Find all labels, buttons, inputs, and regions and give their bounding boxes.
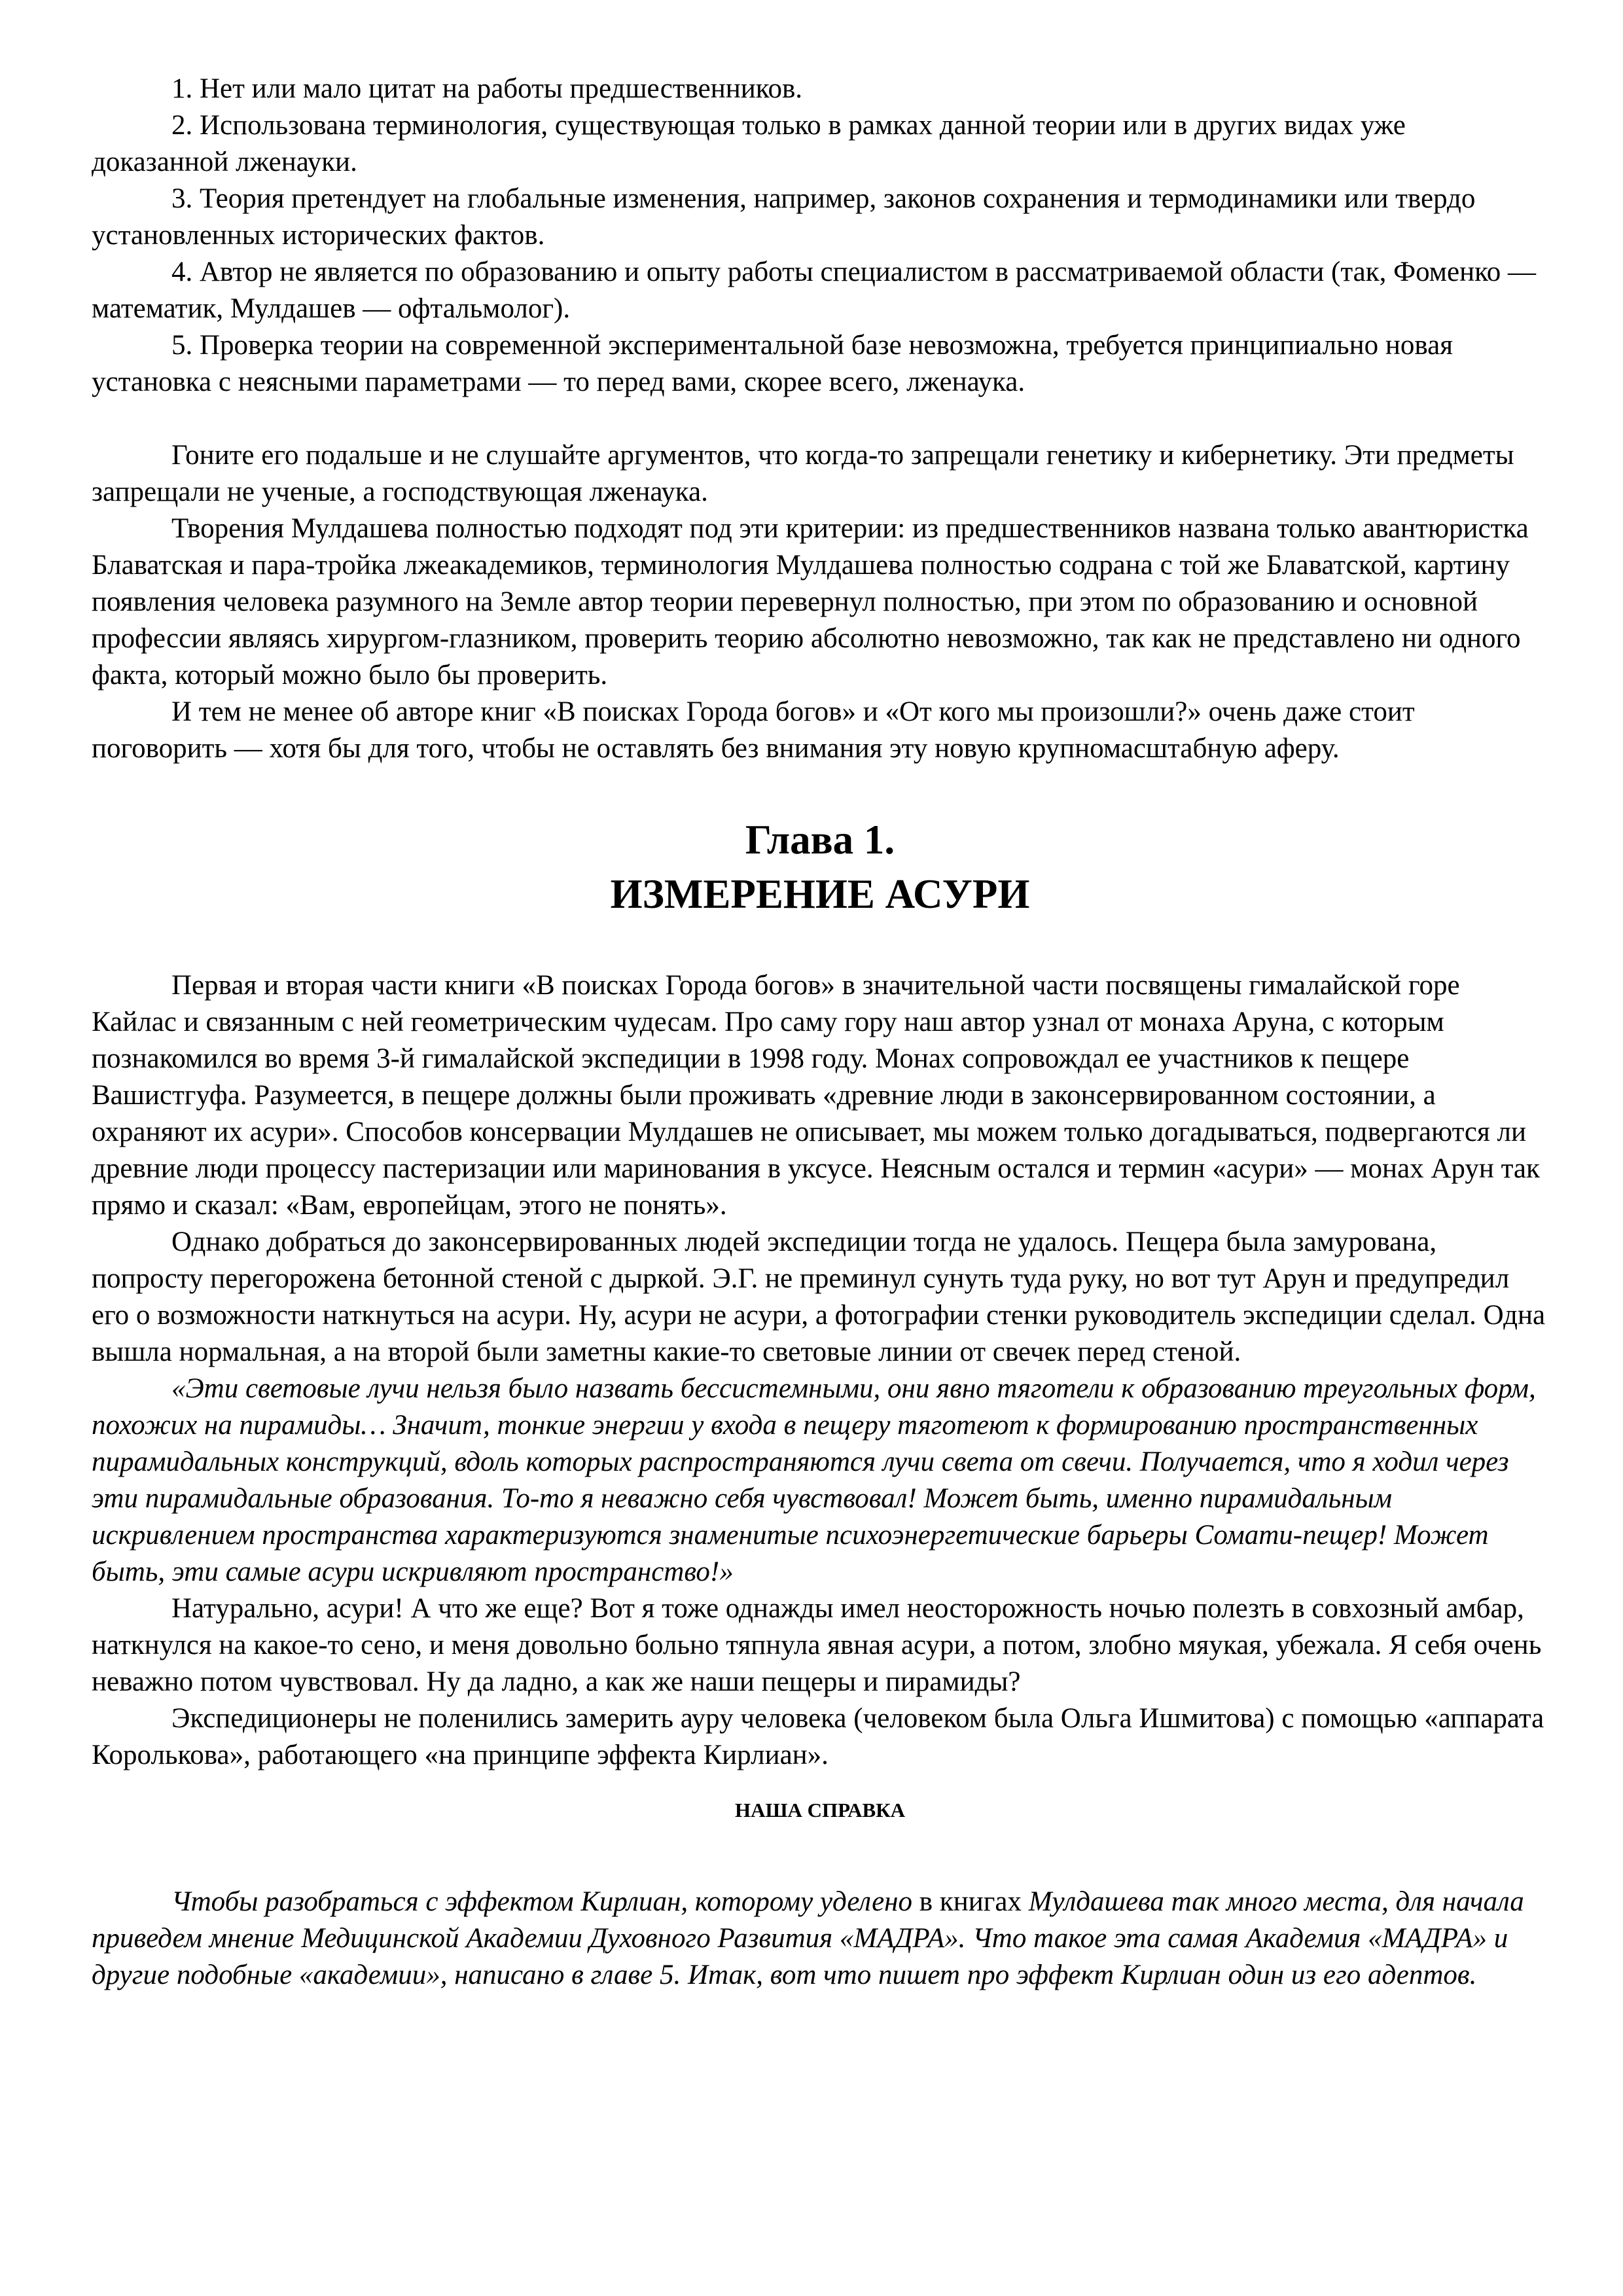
intro-section <box>92 437 1548 767</box>
criterion-5: 5. Проверка теории на современной экспериментальной базе невозможна, требуется принципиально новая установка с неясными параметрами — то перед вами, скорее всего, лженаука. <box>92 330 1454 397</box>
sidebar-text-b: в книгах <box>912 1886 1029 1917</box>
sidebar-text-c: Мулдашева так много места, для начала приведем мнение Медицинской Академии Духовного Развития «МАДРА». Что такое эта самая Академия «МАДРА» и другие подобные «академии», написано в главе 5. Итак, вот что пишет про эффект Кирлиан один из его адептов. <box>92 1886 1524 1990</box>
body-paragraph: Экспедиционеры не поленились замерить ауру человека (человеком была Ольга Ишмитова) с помощью «аппарата Королькова», работающего «на принципе эффекта Кирлиан». <box>92 1703 1544 1770</box>
body-paragraph: Первая и вторая части книги «В поисках Города богов» в значительной части посвящены гималайской горе Кайлас и связанным с ней геометрическим чудесам. Про саму гору наш автор узнал от монаха Аруна, с которым познакомился во время 3-й гималайской экспедиции в 1998 году. Монах сопровождал ее участников к пещере Вашистгуфа. Разумеется, в пещере должны были проживать «древние люди в законсервированном состоянии, а охраняют их асури». Способов консервации Мулдашев не описывает, мы можем только догадываться, подвергаются ли древние люди процессу пастеризации или маринования в уксусе. Неясным остался и термин «асури» — монах Арун так прямо и сказал: «Вам, европейцам, этого не понять». <box>92 970 1540 1221</box>
criterion-2: 2. Использована терминология, существующая только в рамках данной теории или в других видах уже доказанной лженауки. <box>92 110 1406 177</box>
intro-paragraph: И тем не менее об авторе книг «В поисках Города богов» и «От кого мы произошли?» очень даже стоит поговорить — хотя бы для того, чтобы не оставлять без внимания эту новую крупномасштабную аферу. <box>92 696 1415 764</box>
intro-paragraph: Гоните его подальше и не слушайте аргументов, что когда-то запрещали генетику и кибернетику. Эти предметы запрещали не ученые, а господствующая лженаука. <box>92 440 1514 507</box>
sidebar-text-a: Чтобы разобраться с эффектом Кирлиан, которому уделено <box>171 1886 913 1917</box>
intro-paragraph: Творения Мулдашева полностью подходят под эти критерии: из предшественников названа только авантюристка Блаватская и пара-тройка лжеакадемиков, терминология Мулдашева полностью содрана с той же Блаватской, картину появления человека разумного на Земле автор теории перевернул полностью, при этом по образованию и основной профессии являясь хирургом-глазником, проверить теорию абсолютно невозможно, так как не представлено ни одного факта, который можно было бы проверить. <box>92 513 1529 691</box>
criteria-list <box>92 71 1548 401</box>
sidebar-title: НАША СПРАВКА <box>734 1799 906 1821</box>
sidebar-paragraph <box>92 1884 1548 1994</box>
chapter-body <box>92 967 1548 1774</box>
criterion-4: 4. Автор не является по образованию и опыту работы специалистом в рассматриваемой области (так, Фоменко — математик, Мулдашев — офтальмолог). <box>92 257 1537 324</box>
chapter-number: Глава 1. <box>745 817 895 863</box>
document-page <box>92 71 1548 1994</box>
body-paragraph: Натурально, асури! А что же еще? Вот я тоже однажды имел неосторожность ночью полезть в совхозный амбар, наткнулся на какое-то сено, и меня довольно больно тяпнула явная асури, а потом, злобно мяукая, убежала. Я себя очень неважно потом чувствовал. Ну да ладно, а как же наши пещеры и пирамиды? <box>92 1593 1542 1697</box>
chapter-title: ИЗМЕРЕНИЕ АСУРИ <box>610 871 1030 917</box>
chapter-heading <box>92 813 1548 922</box>
criterion-1: 1. Нет или мало цитат на работы предшественников. <box>171 73 803 104</box>
quote-paragraph: «Эти световые лучи нельзя было назвать бессистемными, они явно тяготели к образованию треугольных форм, похожих на пирамиды… Значит, тонкие энергии у входа в пещеру тяготеют к формированию пространственных пирамидальных конструкций, вдоль которых распространяются лучи света от свечи. Получается, что я ходил через эти пирамидальные образования. То-то я неважно себя чувствовал! Может быть, именно пирамидальным искривлением пространства характеризуются знаменитые психоэнергетические барьеры Сомати-пещер! Может быть, эти самые асури искривляют пространство!» <box>92 1373 1536 1587</box>
body-paragraph: Однако добраться до законсервированных людей экспедиции тогда не удалось. Пещера была замурована, попросту перегорожена бетонной стеной с дыркой. Э.Г. не преминул сунуть туда руку, но вот тут Арун и предупредил его о возможности наткнуться на асури. Ну, асури не асури, а фотографии стенки руководитель экспедиции сделал. Одна вышла нормальная, а на второй были заметны какие-то световые линии от свечек перед стеной. <box>92 1227 1546 1367</box>
criterion-3: 3. Теория претендует на глобальные изменения, например, законов сохранения и термодинамики или твердо установленных исторических фактов. <box>92 183 1476 251</box>
